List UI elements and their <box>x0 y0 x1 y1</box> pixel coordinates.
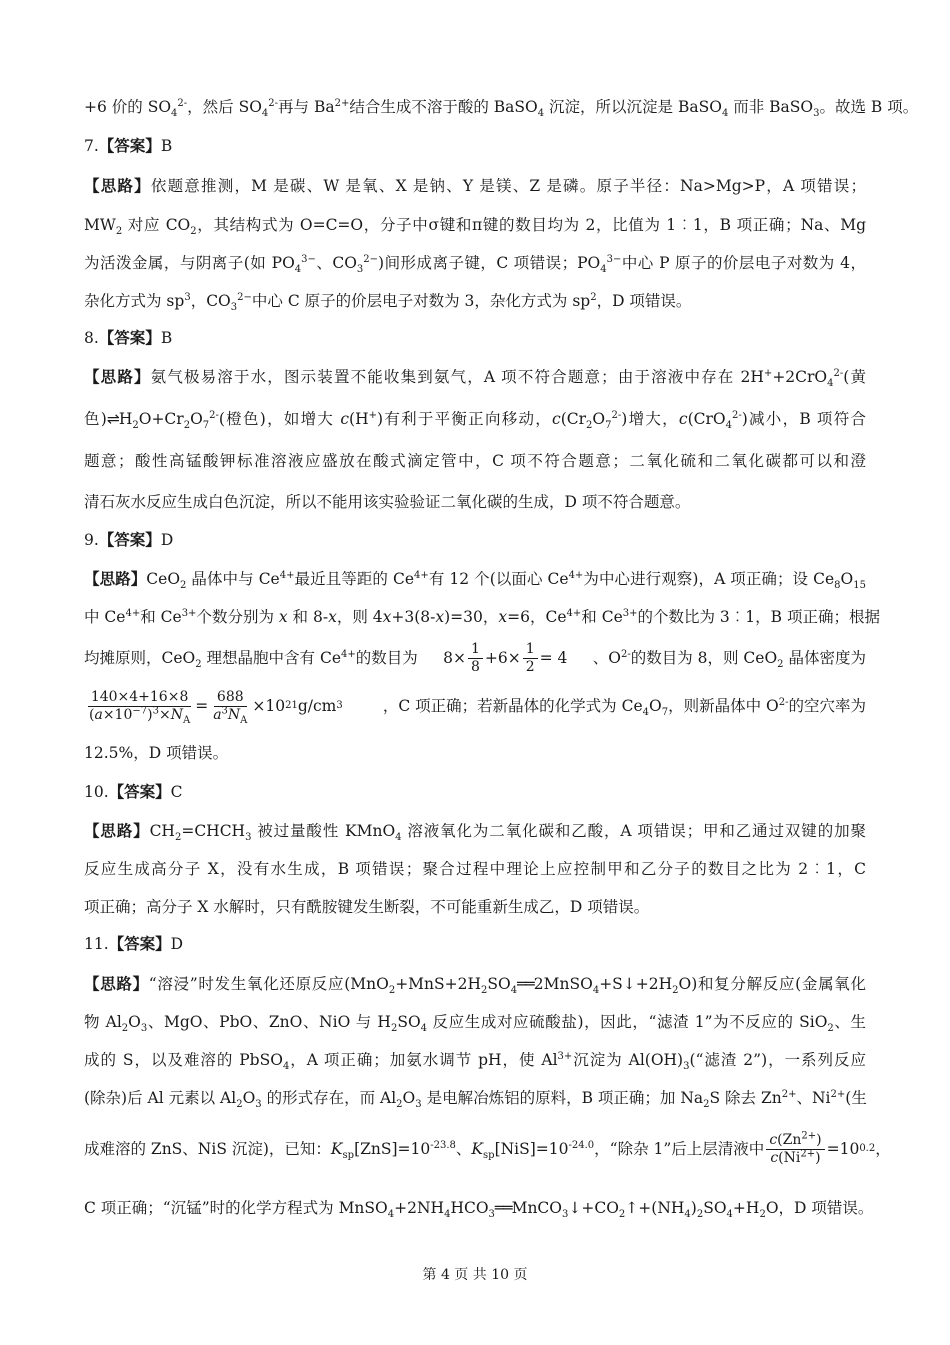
reasoning-tag: 【思路】 <box>84 176 151 195</box>
answer-heading-9: 9.【答案】D <box>84 530 174 549</box>
text-line: +6 价的 $SO_4^{2-}$，然后 $SO_4^{2-}$再与 $Ba^{2+}$结合生成不溶于酸的 BaSO$_4$ 沉淀，所以沉淀是 BaSO$_4$ 而非 BaSO$_3$。故选 B 项。 <box>84 97 919 120</box>
reasoning-line: 【思路】“溶浸”时发生氧化还原反应$(MnO_2+MnS+2H_2SO_4══2MnSO_4+S↓+2H_2O)$和复分解反应(金属氧化 <box>84 974 866 997</box>
answer-heading-8: 8.【答案】B <box>84 328 173 347</box>
fraction: $\frac{1}{2}$ <box>523 641 538 676</box>
reasoning-line: $\frac{140\times 4+16\times 8}{(a\times 10^{-7})^3\times N_A}$ = $\frac{688}{a^3N_A}$ ×10 21 g/cm 3 ，C 项正确；若新晶体的化学式为 $Ce_4O_7$，则新晶体中 $O^{2-}$的空穴率为 <box>84 684 866 728</box>
page-number: 第 4 页 共 10 页 <box>422 1267 528 1283</box>
reasoning-line: 【思路】依题意推测，M 是碳、W 是氧、X 是钠、Y 是镁、Z 是磷。原子半径：Na>Mg>P，A 项错误； <box>84 176 866 195</box>
reasoning-tag: 【思路】 <box>84 821 150 840</box>
reasoning-line: 反应生成高分子 X，没有水生成，B 项错误；聚合过程中理论上应控制甲和乙分子的数目之比为 2︰1，C <box>84 860 866 878</box>
reasoning-line: 杂化方式为 $sp^3$，$CO_3^{2-}$中心 C 原子的价层电子对数为 3，杂化方式为 $sp^2$，D 项错误。 <box>84 291 692 314</box>
fraction: $\frac{c(Zn^{2+})}{c(Ni^{2+})}$ <box>766 1132 824 1167</box>
reasoning-line: 12.5%，D 项错误。 <box>84 744 229 762</box>
reasoning-line: 成的 S，以及难溶的 PbSO$_4$，A 项正确；加氨水调节 pH，使 $Al^{3+}$沉淀为 $Al(OH)_3(“$滤渣 2”)，一系列反应 <box>84 1050 866 1073</box>
reasoning-line: 物 $Al_2O_3$、MgO、PbO、ZnO、NiO 与 $H_2SO_4$ 反应生成对应硫酸盐)，因此，“滤渣 1”为不反应的 SiO$_2$、生 <box>84 1013 866 1035</box>
reasoning-line: 为活泼金属，与阴离子(如 $PO_4^{3-}$、$CO_3^{2-}$)间形成离子键，C 项错误；$PO_4^{3-}$中心 P 原子的价层电子对数为 4， <box>84 253 866 276</box>
reasoning-line: 成难溶的 ZnS、NiS 沉淀)，已知：$K_{sp}[ZnS]=10^{-23.8}$、$K_{sp}[NiS]=10^{-24.0}$，“除杂 1”后上层清液中 $\frac{c(Zn^{2+})}{c(Ni^{2+})}$ =10 0.2 ， <box>84 1129 891 1166</box>
reasoning-line: 项正确；高分子 X 水解时，只有酰胺键发生断裂，不可能重新生成乙，D 项错误。 <box>84 898 650 916</box>
reasoning-line: 清石灰水反应生成白色沉淀，所以不能用该实验验证二氧化碳的生成，D 项不符合题意。 <box>84 493 691 511</box>
reasoning-tag: 【思路】 <box>84 974 149 993</box>
answer-heading-11: 11.【答案】D <box>84 934 184 953</box>
reasoning-tag: 【思路】 <box>84 569 147 588</box>
reasoning-line: $MW_2$ 对应 $CO_2$，其结构式为 O=C=O，分子中σ键和π键的数目均为 2，比值为 1︰1，B 项正确；Na、Mg <box>84 216 866 238</box>
reasoning-line: (除杂)后 Al 元素以 $Al_2O_3$ 的形式存在，而 $Al_2O_3$ 是电解冶炼铝的原料，B 项正确；加 $Na_2S$ 除去 $Zn^{2+}$、$Ni^{2+}$(生 <box>84 1088 867 1111</box>
answer-heading-7: 7.【答案】B <box>84 136 173 155</box>
fraction: $\frac{140\times 4+16\times 8}{(a\times 10^{-7})^3\times N_A}$ <box>89 688 191 726</box>
reasoning-line: 均摊原则，CeO$_2$ 理想晶胞中含有 $Ce^{4+}$的数目为 8× $\frac{1}{8}$ +6× $\frac{1}{2}$ = 4 、$O^{2-}$的数目为 8，则 CeO$_2$ 晶体密度为 <box>84 640 866 675</box>
formula-ce-count: 8× $\frac{1}{8}$ +6× $\frac{1}{2}$ = 4 <box>443 640 568 675</box>
reasoning-line: 中 $Ce^{4+}$和 $Ce^{3+}$个数分别为 x 和 8-x，则 4x+3(8-x)=30，x=6，$Ce^{4+}$和 $Ce^{3+}$的个数比为 3︰1，B 项正确；根据 <box>84 607 880 626</box>
ratio-formula: $\frac{c(Zn^{2+})}{c(Ni^{2+})}$ =10 0.2 ， <box>764 1132 890 1167</box>
reasoning-line: C 项正确；“沉锰”时的化学方程式为 $MnSO_4+2NH_4HCO_3══MnCO_3↓+CO_2↑+(NH_4)_2SO_4+H_2O$，D 项错误。 <box>84 1199 874 1221</box>
reasoning-line: 色)$\rightleftharpoons H_2O+Cr_2O_7^{2-}$(橙色)，如增大 c(H+)有利于平衡正向移动，$c(Cr_2O_7^{2-})$增大，c(CrO$_4^{2-}$)减小，B 项符合 <box>84 409 866 432</box>
equilibrium-arrow: ⇌ <box>106 410 119 428</box>
fraction: $\frac{688}{a^3N_A}$ <box>213 688 248 726</box>
reasoning-line: 【思路】氨气极易溶于水，图示装置不能收集到氨气，A 项不符合题意；由于溶液中存在 2H++2CrO$_4^{2-}$(黄 <box>84 367 866 390</box>
reasoning-line: 【思路】$CH_2=CHCH_3$ 被过量酸性 KMnO$_4$ 溶液氧化为二氧化碳和乙酸，A 项错误；甲和乙通过双键的加聚 <box>84 821 866 844</box>
answer-heading-10: 10.【答案】C <box>84 782 183 801</box>
reasoning-line: 题意；酸性高锰酸钾标准溶液应盛放在酸式滴定管中，C 项不符合题意；二氧化硫和二氧化碳都可以和澄 <box>84 452 866 470</box>
reasoning-line: 【思路】CeO$_2$ 晶体中与 $Ce^{4+}$最近且等距的 $Ce^{4+}$有 12 个(以面心 $Ce^{4+}$为中心进行观察)，A 项正确；设 $Ce_8O_{15}$ <box>84 569 866 592</box>
fraction: $\frac{1}{8}$ <box>468 641 483 676</box>
density-formula: $\frac{140\times 4+16\times 8}{(a\times 10^{-7})^3\times N_A}$ = $\frac{688}{a^3N_A}$ ×10 21 g/cm 3 <box>84 689 343 724</box>
reasoning-tag: 【思路】 <box>84 367 151 386</box>
